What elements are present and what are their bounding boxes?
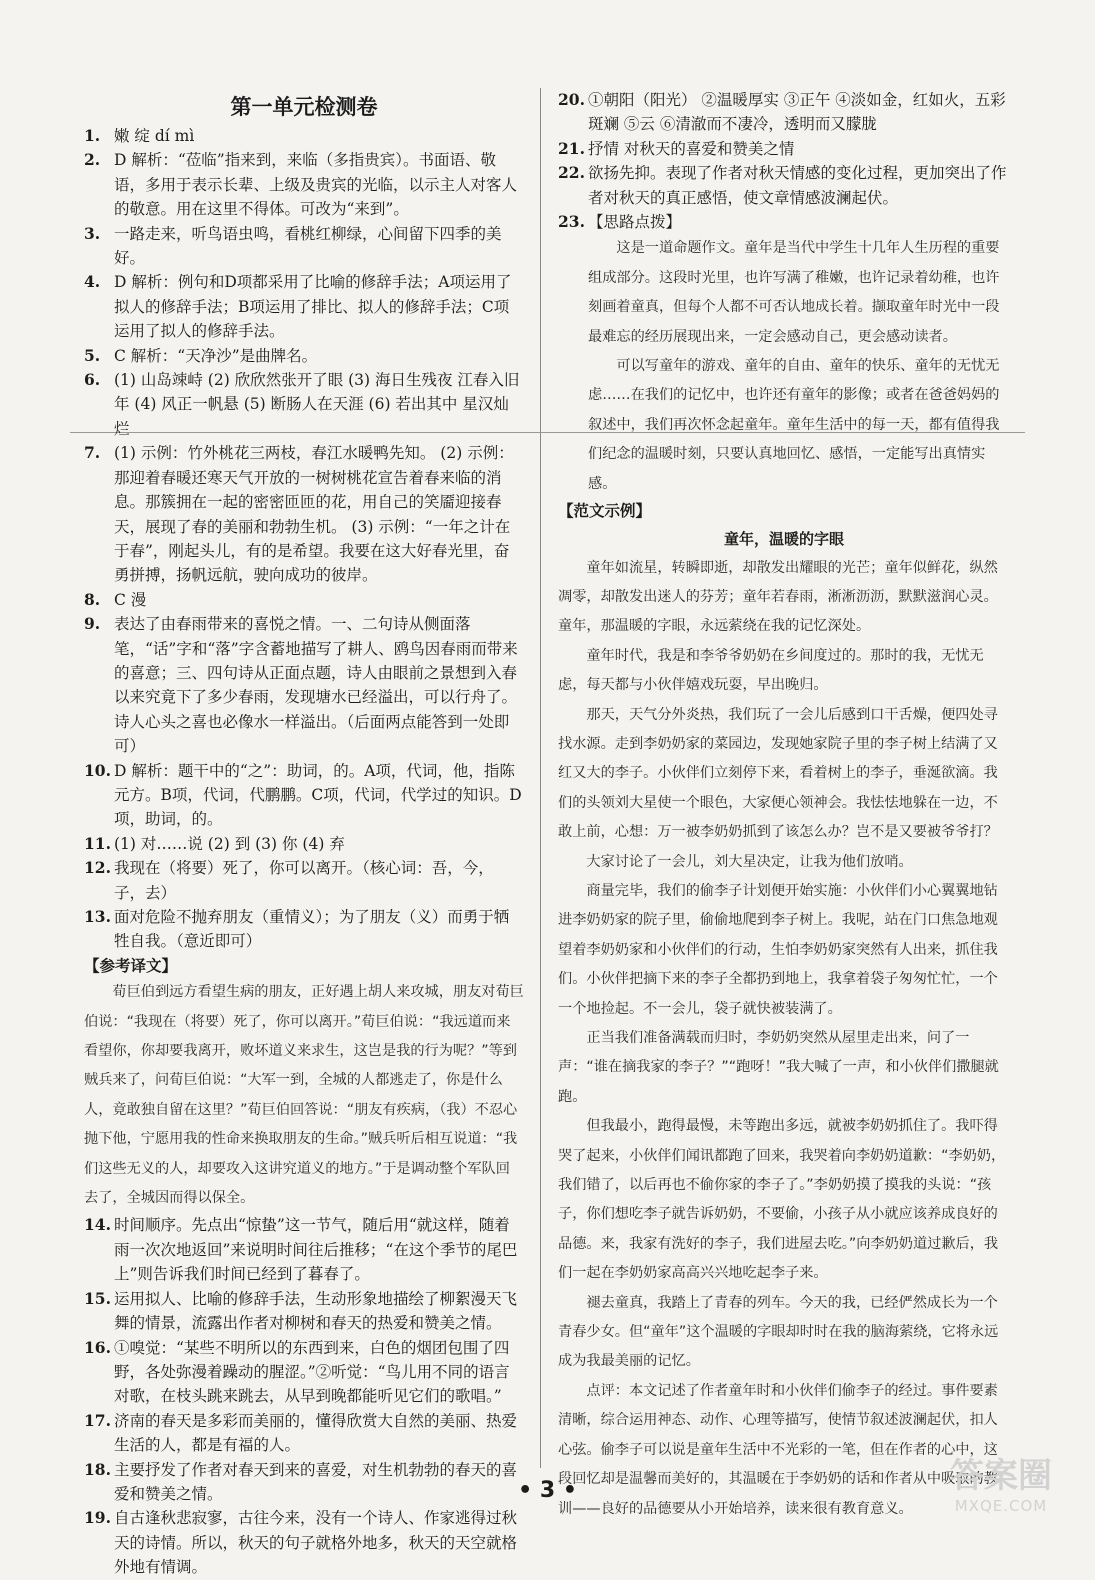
answer-number: 17. [84, 1410, 111, 1430]
answer-item [84, 612, 524, 758]
answer-item [84, 222, 524, 271]
answer-text: 表达了由春雨带来的喜悦之情。一、二句诗从侧面落笔，“话”字和“落”字含蓄地描写了耕人、鸥鸟因春雨而带来的喜意；三、四句诗从正面点题，诗人由眼前之景想到入春以来究竟下了多少春雨，发现塘水已经溢出，可以行舟了。诗人心头之喜也必像水一样溢出。（后面两点能答到一处即可） [114, 615, 518, 756]
answer-text: 嫩 绽 dí mì [114, 127, 195, 145]
answer-item [84, 1336, 524, 1409]
page-number: • 3 • [518, 1478, 577, 1503]
answer-number: 2. [84, 150, 101, 170]
watermark-site: MXQE.COM [954, 1497, 1048, 1515]
answer-text: C 解析：“天净沙”是曲牌名。 [114, 346, 318, 365]
answer-number: 4. [84, 272, 101, 292]
answer-item [84, 856, 524, 905]
essay-body [558, 554, 1010, 1524]
answer-text: ①嗅觉：“某些不明所以的东西到来，白色的烟团包围了四野，各处弥漫着躁动的腥涩。”②听觉：“鸟儿用不同的语言对歌，在枝头跳来跳去，从早到晚都能听见它们的歌唱。” [114, 1338, 510, 1406]
answer-number: 7. [84, 443, 101, 463]
answer-item [558, 161, 1010, 210]
answer-list-right [558, 88, 1010, 234]
answer-number: 20. [558, 90, 585, 109]
answer-item [84, 124, 524, 148]
answer-text: 济南的春天是多彩而美丽的，懂得欣赏大自然的美丽、热爱生活的人，都是有福的人。 [114, 1411, 518, 1455]
answer-text: 我现在（将要）死了，你可以离开。（核心词：吾，今，子，去） [114, 859, 494, 902]
answer-text: D 解析：例句和D项都采用了比喻的修辞手法；A项运用了拟人的修辞手法；B项运用了排比、拟人的修辞手法；C项运用了拟人的修辞手法。 [114, 273, 512, 341]
essay-paragraph: 童年如流星，转瞬即逝，却散发出耀眼的光芒；童年似鲜花，纵然凋零，却散发出迷人的芬芳；童年若春雨，淅淅沥沥，默默滋润心灵。童年，那温暖的字眼，永远萦绕在我的记忆深处。 [558, 559, 998, 635]
answer-number: 13. [84, 907, 111, 926]
guide-paragraph: 这是一道命题作文。童年是当代中学生十几年人生历程的重要组成部分。这段时光里，也许写满了稚嫩，也许记录着幼稚，也许刻画着童真，但每个人都不可否认地成长着。撷取童年时光中一段最难忘的经历展现出来，一定会感动自己，更会感动读者。 [588, 240, 1000, 345]
answer-number: 10. [84, 760, 111, 780]
column-divider [540, 88, 541, 1468]
answer-number: 15. [84, 1288, 111, 1308]
answer-number: 22. [558, 163, 585, 183]
answer-number: 11. [84, 833, 111, 853]
guide-section [558, 234, 1010, 499]
answer-number: 18. [84, 1459, 111, 1479]
answer-text: 一路走来，听鸟语虫鸣，看桃红柳绿，心间留下四季的美好。 [114, 224, 502, 268]
answer-text: (1) 示例：竹外桃花三两枝，春江水暖鸭先知。 (2) 示例：那迎着春暖还寒天气开放的一树树桃花宣告着春来临的消息。那簇拥在一起的密密匝匝的花，用自己的笑靥迎接春天，展现了春的美丽和勃勃生机。 (3) 示例：“一年之计在于春”，刚起头儿，有的是希望。我要在这大好春光里，奋勇拼搏，扬帆远航，驶向成功的彼岸。 [114, 444, 514, 585]
answer-list-left [84, 124, 524, 954]
answer-item [84, 344, 524, 368]
page-title: 第一单元检测卷 [230, 95, 378, 119]
essay-paragraph: 褪去童真，我踏上了青春的列车。今天的我，已经俨然成长为一个青春少女。但“童年”这个温暖的字眼却时时在我的脑海萦绕，它将永远成为我最美丽的记忆。 [558, 1294, 999, 1370]
essay-paragraph: 商量完毕，我们的偷李子计划便开始实施：小伙伴们小心翼翼地钻进李奶奶家的院子里，偷偷地爬到李子树上。我呢，站在门口焦急地观望着李奶奶家和小伙伴们的行动，生怕李奶奶家突然有人出来，抓住我们。小伙伴把摘下来的李子全都扔到地上，我拿着袋子匆匆忙忙，一个一个地捡起。不一会儿，袋子就快被装满了。 [558, 882, 998, 1017]
answer-number: 19. [84, 1508, 111, 1528]
answer-item [558, 210, 1010, 234]
essay-paragraph: 童年时代，我是和李爷爷奶奶在乡间度过的。那时的我，无忧无虑，每天都与小伙伴嬉戏玩耍，早出晚归。 [558, 647, 984, 694]
answer-item [84, 1506, 524, 1579]
answer-number: 16. [84, 1337, 111, 1357]
answer-list-left-2 [84, 1213, 524, 1579]
answer-item [84, 270, 524, 343]
answer-item [84, 759, 524, 832]
watermark-text: 答案圈 [950, 1456, 1052, 1496]
answer-item [558, 137, 1010, 161]
watermark-logo [921, 1456, 1081, 1526]
answer-item [84, 1213, 524, 1286]
answer-text: 抒情 对秋天的喜爱和赞美之情 [588, 139, 795, 158]
answer-number: 9. [84, 614, 101, 634]
essay-paragraph: 那天，天气分外炎热，我们玩了一会儿后感到口干舌燥，便四处寻找水源。走到李奶奶家的菜园边，发现她家院子里的李子树上结满了又红又大的李子。小伙伴们立刻停下来，看着树上的李子，垂涎欲滴。我们的头领刘大星使一个眼色，大家便心领神会。我怯怯地躲在一边，不敢上前，心想：万一被李奶奶抓到了该怎么办？岂不是又要被爷爷打？ [558, 706, 998, 841]
answer-number: 23. [558, 212, 585, 232]
answer-text: ①朝阳（阳光） ②温暖厚实 ③正午 ④淡如金，红如火，五彩斑斓 ⑤云 ⑥清澈而不凄冷，透明而又朦胧 [588, 91, 1006, 134]
answer-number: 6. [84, 370, 101, 390]
right-column [558, 88, 1010, 1524]
answer-number: 14. [84, 1215, 111, 1235]
answer-number: 8. [84, 589, 101, 609]
answer-text: (1) 对……说 (2) 到 (3) 你 (4) 弃 [114, 834, 345, 853]
answer-item [84, 368, 524, 441]
answer-text: 主要抒发了作者对春天到来的喜爱，对生机勃勃的春天的喜爱和赞美之情。 [114, 1460, 518, 1503]
answer-text: 面对危险不抛弃朋友（重情义）；为了朋友（义）而勇于牺牲自我。（意近即可） [114, 908, 510, 951]
essay-paragraph: 大家讨论了一会儿，刘大星决定，让我为他们放哨。 [586, 853, 913, 870]
essay-paragraph: 点评：本文记述了作者童年时和小伙伴们偷李子的经过。事件要素清晰，综合运用神态、动作、心理等描写，使情节叙述波澜起伏，扣人心弦。偷李子可以说是童年生活中不光彩的一笔，但在作者的心中，这段回忆却是温馨而美好的，其温暖在于李奶奶的话和作者从中吸取的教训——良好的品德要从小开始培养，读来很有教育意义。 [558, 1382, 998, 1517]
answer-item [84, 905, 524, 954]
answer-text: (1) 山岛竦峙 (2) 欣欣然张开了眼 (3) 海日生残夜 江春入旧年 (4) 风正一帆悬 (5) 断肠人在天涯 (6) 若出其中 星汉灿烂 [114, 371, 520, 438]
answer-number: 12. [84, 858, 111, 878]
sample-heading: 【范文示例】 [558, 502, 652, 521]
translation-text: 荀巨伯到远方看望生病的朋友，正好遇上胡人来攻城，朋友对荀巨伯说：“我现在（将要）死了，你可以离开。”荀巨伯说：“我远道而来看望你，你却要我离开，败坏道义来求生，这岂是我的行为呢？”等到贼兵来了，问荀巨伯说：“大军一到，全城的人都逃走了，你是什么人，竟敢独自留在这里？”荀巨伯回答说：“朋友有疾病，（我）不忍心抛下他，宁愿用我的性命来换取朋友的生命。”贼兵听后相互说道：“我们这些无义的人，却要攻入这讲究道义的地方。”于是调动整个军队回去了，全城因而得以保全。 [84, 984, 524, 1207]
translation-heading: 【参考译文】 [84, 956, 178, 975]
answer-number: 5. [84, 345, 101, 365]
answer-text: D 解析：“莅临”指来到，来临（多指贵宾）。书面语、敬语，多用于表示长辈、上级及贵宾的光临，以示主人对客人的敬意。用在这里不得体。可改为“来到”。 [114, 151, 518, 219]
essay-title: 童年，温暖的字眼 [723, 529, 844, 548]
left-column [84, 88, 524, 1580]
answer-number: 3. [84, 223, 101, 243]
answer-item [84, 148, 524, 221]
answer-item [84, 588, 524, 612]
answer-item [84, 832, 524, 856]
essay-paragraph: 但我最小，跑得最慢，未等跑出多远，就被李奶奶抓住了。我吓得哭了起来，小伙伴们闻讯都跑了回来，我哭着向李奶奶道歉：“李奶奶，我们错了，以后再也不偷你家的李子了。”李奶奶摸了摸我的头说：“孩子，你们想吃李子就告诉奶奶，不要偷，小孩子从小就应该养成良好的品德。来，我家有洗好的李子，我们进屋去吃。”向李奶奶道过歉后，我们一起在李奶奶家高高兴兴地吃起李子来。 [558, 1118, 1006, 1282]
answer-text: C 漫 [114, 590, 147, 609]
answer-number: 1. [84, 126, 101, 145]
answer-number: 21. [558, 138, 585, 158]
answer-item [84, 1409, 524, 1458]
essay-paragraph: 正当我们准备满载而归时，李奶奶突然从屋里走出来，问了一声：“谁在摘我家的李子？”“跑呀！”我大喊了一声，和小伙伴们撒腿就跑。 [558, 1030, 999, 1105]
answer-text: 欲扬先抑。表现了作者对秋天情感的变化过程，更加突出了作者对秋天的真正感悟，使文章情感波澜起伏。 [588, 164, 1007, 207]
answer-text: 时间顺序。先点出“惊蛰”这一节气，随后用“就这样，随着雨一次次地返回”来说明时间往后推移；“在这个季节的尾巴上”则告诉我们时间已经到了暮春了。 [114, 1216, 518, 1284]
answer-text: 自古逢秋悲寂寥，古往今来，没有一个诗人、作家逃得过秋天的诗情。所以，秋天的句子就格外地多，秋天的天空就格外地有情调。 [114, 1509, 518, 1577]
answer-item [84, 1287, 524, 1336]
answer-item [558, 88, 1010, 137]
answer-text: 运用拟人、比喻的修辞手法，生动形象地描绘了柳絮漫天飞舞的情景，流露出作者对柳树和春天的热爱和赞美之情。 [114, 1289, 518, 1333]
answer-text: 【思路点拨】 [588, 213, 682, 232]
answer-item [84, 441, 524, 587]
answer-text: D 解析：题干中的“之”：助词，的。A项，代词，他，指陈元方。B项，代词，代鹏鹏。C项，代词，代学过的知识。D项，助词，的。 [114, 761, 522, 829]
guide-paragraph: 可以写童年的游戏、童年的自由、童年的快乐、童年的无忧无虑……在我们的记忆中，也许还有童年的影像；或者在爸爸妈妈的叙述中，我们再次怀念起童年。童年生活中的每一天，都有值得我们纪念的温暖时刻，只要认真地回忆、感悟，一定能写出真情实感。 [588, 358, 1000, 492]
